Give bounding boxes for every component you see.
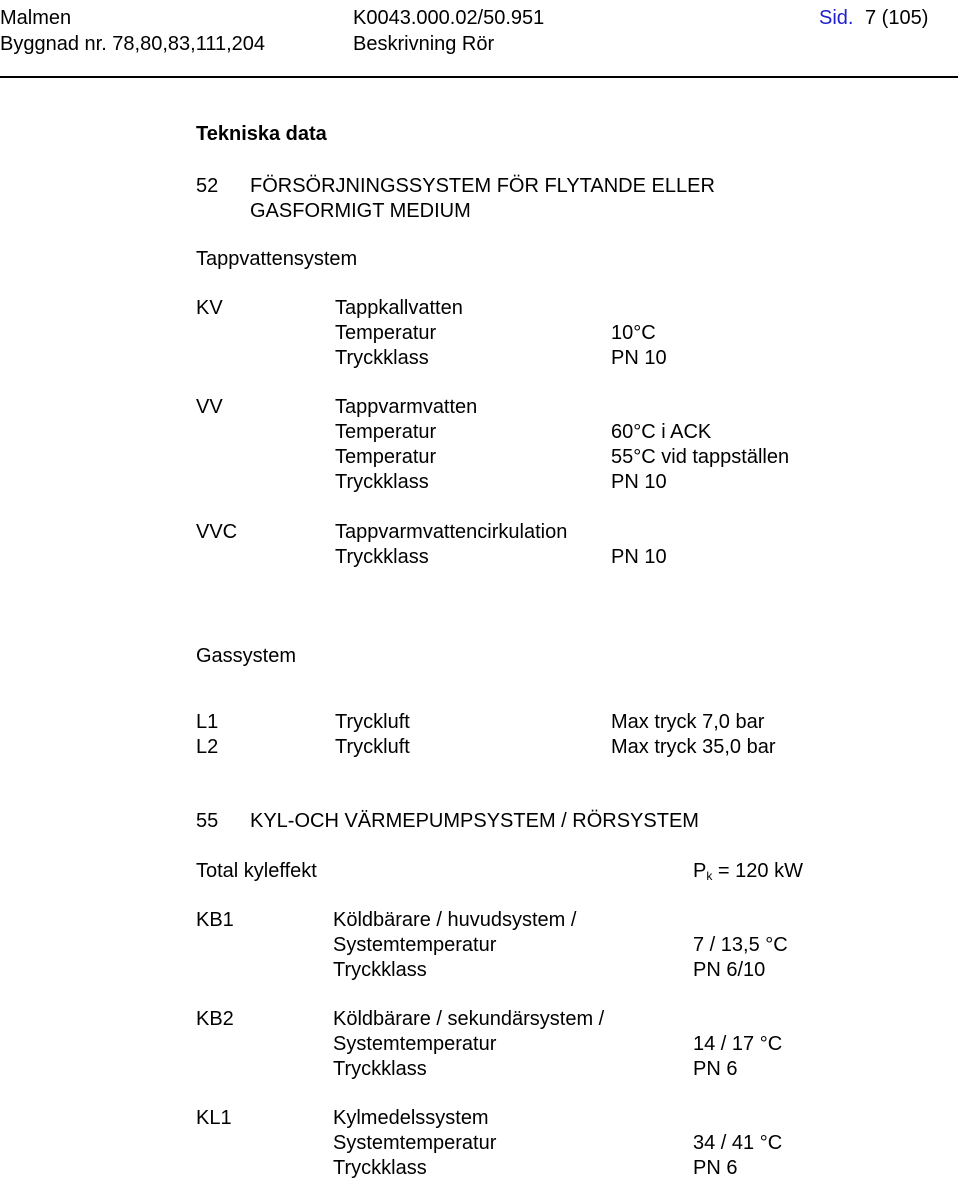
vv-pressure-value: PN 10 <box>611 471 667 493</box>
header-project: Malmen <box>0 7 72 29</box>
vv-name: Tappvarmvatten <box>335 396 478 418</box>
kv-code: KV <box>196 297 223 319</box>
vv-pressure-label: Tryckklass <box>335 471 429 493</box>
kb2-pressure-value: PN 6 <box>693 1058 738 1080</box>
vv-code: VV <box>196 396 223 418</box>
vvc-code: VVC <box>196 521 238 543</box>
section-52-number: 52 <box>196 175 219 197</box>
section-55-title: KYL-OCH VÄRMEPUMPSYSTEM / RÖRSYSTEM <box>250 810 699 832</box>
kl1-temperature-label: Systemtemperatur <box>333 1132 497 1154</box>
header-building: Byggnad nr. 78,80,83,111,204 <box>0 33 266 55</box>
l1-value: Max tryck 7,0 bar <box>611 711 765 733</box>
section-52-title-line2: GASFORMIGT MEDIUM <box>250 200 471 222</box>
kv-pressure-value: PN 10 <box>611 347 667 369</box>
kb2-temperature-value: 14 / 17 °C <box>693 1033 783 1055</box>
kb1-temperature-label: Systemtemperatur <box>333 934 497 956</box>
total-cooling-label: Total kyleffekt <box>196 860 317 882</box>
l1-code: L1 <box>196 711 219 733</box>
vvc-name: Tappvarmvattencirkulation <box>335 521 568 543</box>
kb1-code: KB1 <box>196 909 234 931</box>
kb2-code: KB2 <box>196 1008 234 1030</box>
kb1-temperature-value: 7 / 13,5 °C <box>693 934 788 956</box>
l1-name: Tryckluft <box>335 711 410 733</box>
kb2-temperature-label: Systemtemperatur <box>333 1033 497 1055</box>
l2-code: L2 <box>196 736 219 758</box>
total-cooling-amount: = 120 kW <box>712 860 803 882</box>
header-doc-title: Beskrivning Rör <box>353 33 495 55</box>
vv-temperature2-label: Temperatur <box>335 446 437 468</box>
kv-temperature-value: 10°C <box>611 322 656 344</box>
total-cooling-subscript: k <box>706 869 713 883</box>
total-cooling-symbol: P <box>693 860 707 882</box>
header-divider <box>0 76 958 78</box>
header-doc-number: K0043.000.02/50.951 <box>353 7 545 29</box>
kb1-name: Köldbärare / huvudsystem / <box>333 909 577 931</box>
section-52-subtitle: Tappvattensystem <box>196 248 358 270</box>
section-52-title-line1: FÖRSÖRJNINGSSYSTEM FÖR FLYTANDE ELLER <box>250 175 715 197</box>
kl1-temperature-value: 34 / 41 °C <box>693 1132 783 1154</box>
vv-temperature-label: Temperatur <box>335 421 437 443</box>
vv-temperature-value: 60°C i ACK <box>611 421 712 443</box>
vv-temperature2-value: 55°C vid tappställen <box>611 446 790 468</box>
kv-temperature-label: Temperatur <box>335 322 437 344</box>
kb1-pressure-value: PN 6/10 <box>693 959 766 981</box>
l2-value: Max tryck 35,0 bar <box>611 736 776 758</box>
gas-subtitle: Gassystem <box>196 645 297 667</box>
page-title: Tekniska data <box>196 123 327 145</box>
header-page-number: 7 (105) <box>865 7 929 29</box>
kb1-pressure-label: Tryckklass <box>333 959 427 981</box>
kv-name: Tappkallvatten <box>335 297 463 319</box>
kb2-name: Köldbärare / sekundärsystem / <box>333 1008 605 1030</box>
kl1-pressure-value: PN 6 <box>693 1157 738 1179</box>
header-page-label: Sid. <box>819 7 854 29</box>
total-cooling-value <box>693 859 803 888</box>
kl1-pressure-label: Tryckklass <box>333 1157 427 1179</box>
kb2-pressure-label: Tryckklass <box>333 1058 427 1080</box>
section-55-number: 55 <box>196 810 219 832</box>
kv-pressure-label: Tryckklass <box>335 347 429 369</box>
vvc-pressure-label: Tryckklass <box>335 546 429 568</box>
l2-name: Tryckluft <box>335 736 410 758</box>
kl1-code: KL1 <box>196 1107 232 1129</box>
vvc-pressure-value: PN 10 <box>611 546 667 568</box>
kl1-name: Kylmedelssystem <box>333 1107 489 1129</box>
